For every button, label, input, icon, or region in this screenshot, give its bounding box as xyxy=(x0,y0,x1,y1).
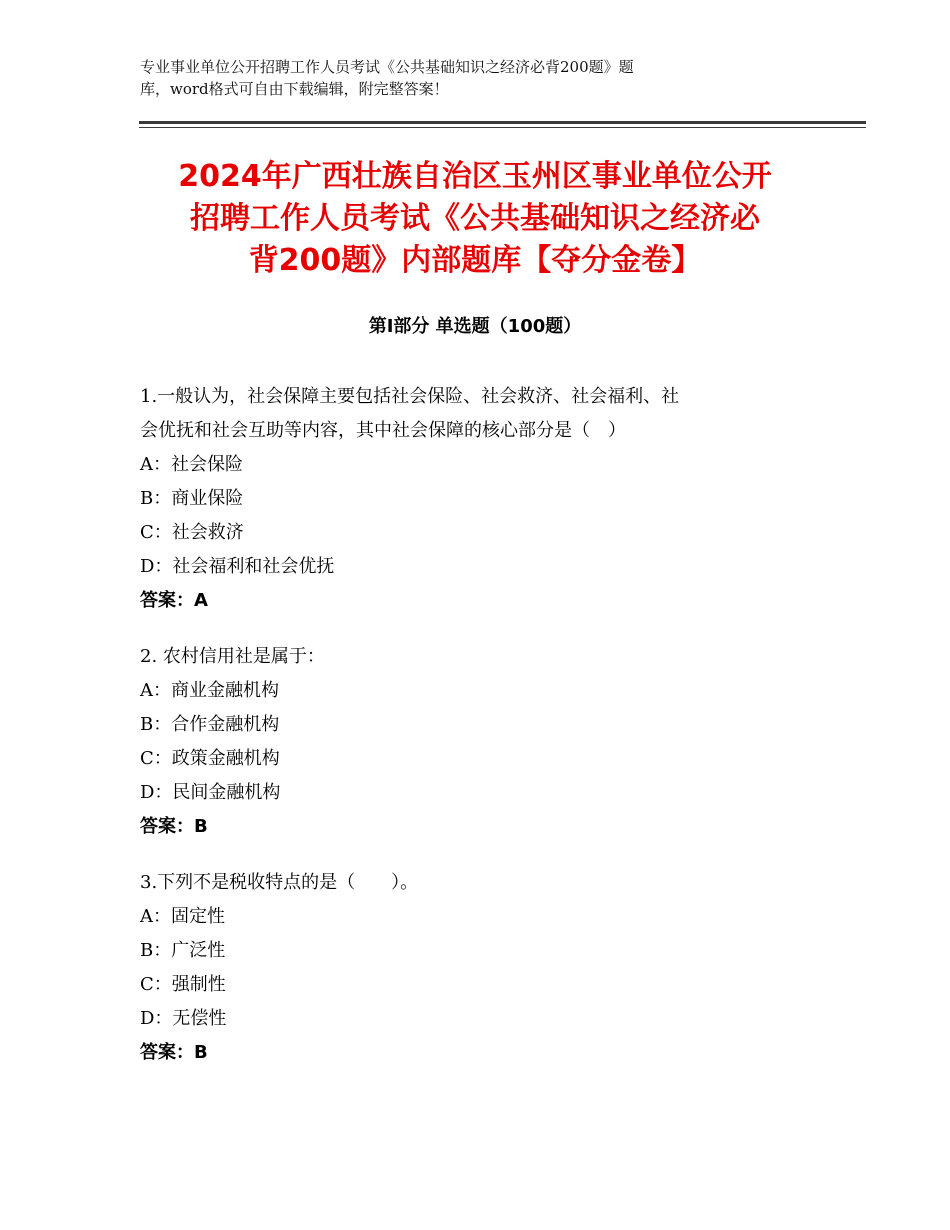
question-stem-line: 1.一般认为，社会保障主要包括社会保险、社会救济、社会福利、社 xyxy=(140,386,680,407)
header-note-line-2: 库，word格式可自由下载编辑，附完整答案！ xyxy=(140,80,449,98)
option-a: A：固定性 xyxy=(140,906,225,927)
option-d: D：社会福利和社会优抚 xyxy=(140,556,335,577)
question-stem-line: 2. 农村信用社是属于： xyxy=(140,646,325,667)
header-note-line-1: 专业事业单位公开招聘工作人员考试《公共基础知识之经济必背200题》题 xyxy=(140,58,634,76)
header-divider-thin xyxy=(139,127,866,128)
header-divider-thick xyxy=(139,121,866,124)
answer: 答案：B xyxy=(140,1042,208,1063)
option-c: C：政策金融机构 xyxy=(140,748,280,769)
option-d: D：无偿性 xyxy=(140,1008,227,1029)
question-1 xyxy=(140,380,820,618)
option-b: B：广泛性 xyxy=(140,940,226,961)
question-3 xyxy=(140,866,820,1070)
section-heading: 第Ⅰ部分 单选题（100题） xyxy=(368,316,582,337)
question-stem-line: 会优抚和社会互助等内容，其中社会保障的核心部分是（ ） xyxy=(140,420,626,441)
document-title-line-3: 背200题》内部题库【夺分金卷】 xyxy=(248,243,702,278)
option-c: C：强制性 xyxy=(140,974,226,995)
header-note xyxy=(140,56,780,100)
option-b: B：合作金融机构 xyxy=(140,714,280,735)
option-d: D：民间金融机构 xyxy=(140,782,281,803)
document-title-line-2: 招聘工作人员考试《公共基础知识之经济必 xyxy=(190,201,760,236)
answer: 答案：A xyxy=(140,590,208,611)
option-a: A：商业金融机构 xyxy=(140,680,279,701)
option-a: A：社会保险 xyxy=(140,454,243,475)
document-title xyxy=(110,156,840,282)
document-title-line-1: 2024年广西壮族自治区玉州区事业单位公开 xyxy=(178,159,772,194)
question-stem-line: 3.下列不是税收特点的是（ ）。 xyxy=(140,872,419,893)
question-2 xyxy=(140,640,820,844)
option-c: C：社会救济 xyxy=(140,522,244,543)
option-b: B：商业保险 xyxy=(140,488,244,509)
answer: 答案：B xyxy=(140,816,208,837)
question-list xyxy=(140,380,820,1092)
